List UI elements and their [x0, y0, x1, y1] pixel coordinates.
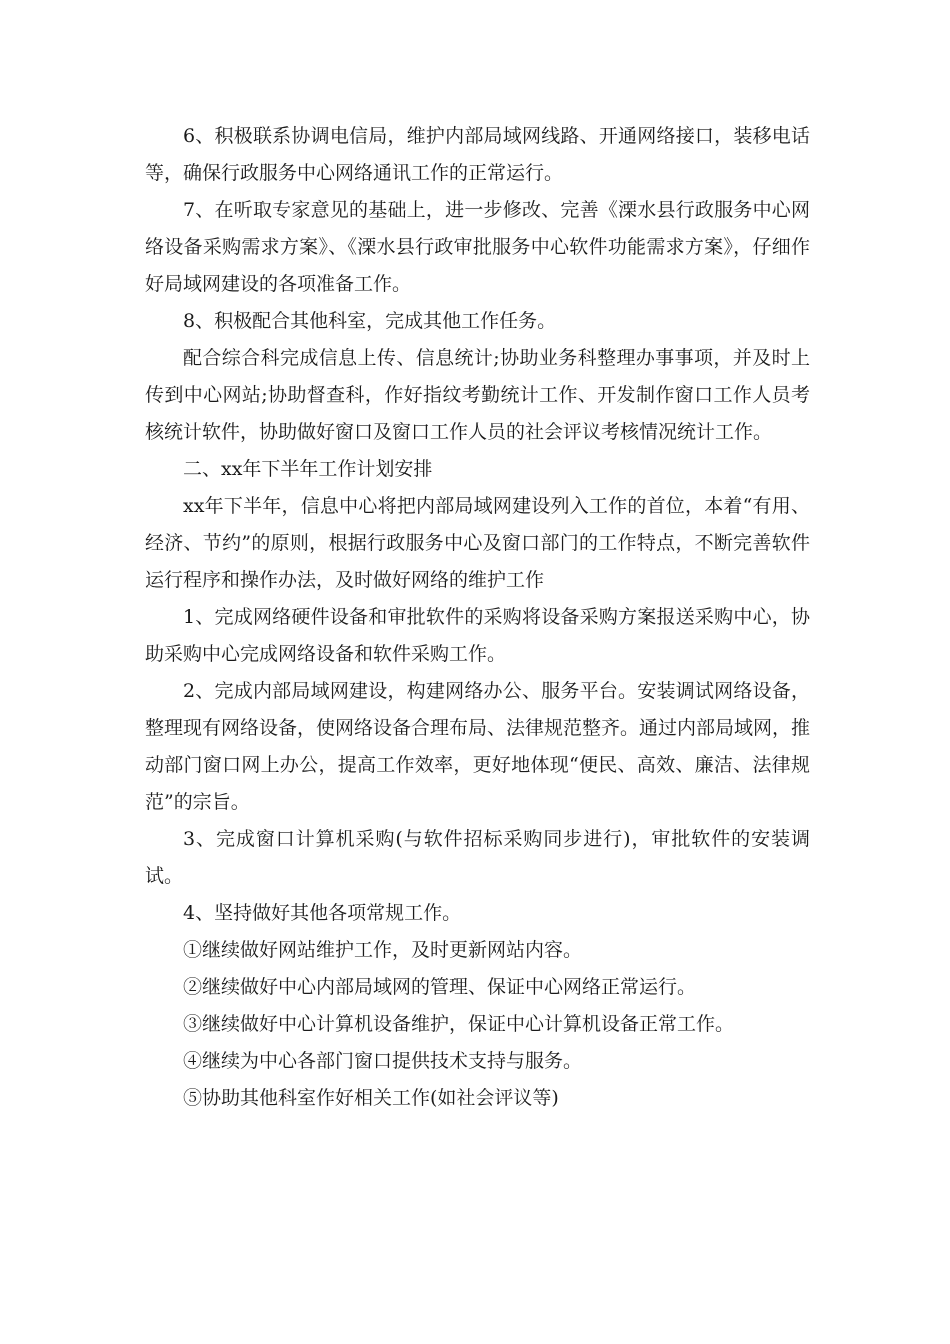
paragraph-plan-item-3: 3、完成窗口计算机采购(与软件招标采购同步进行)，审批软件的安装调试。 — [145, 828, 810, 887]
paragraph-plan-intro: xx年下半年，信息中心将把内部局域网建设列入工作的首位，本着“有用、经济、节约”的原则，根据行政服务中心及窗口部门的工作特点，不断完善软件运行程序和操作办法，及时做好网络的维护工作 — [145, 495, 810, 591]
sub-item-3: ③继续做好中心计算机设备维护，保证中心计算机设备正常工作。 — [183, 1013, 735, 1035]
paragraph-plan-item-2: 2、完成内部局域网建设，构建网络办公、服务平台。安装调试网络设备，整理现有网络设备，使网络设备合理布局、法律规范整齐。通过内部局域网，推动部门窗口网上办公，提高工作效率，更好地体现“便民、高效、廉洁、法律规范”的宗旨。 — [145, 680, 811, 813]
paragraph-cooperation: 配合综合科完成信息上传、信息统计;协助业务科整理办事事项，并及时上传到中心网站;协助督查科，作好指纹考勤统计工作、开发制作窗口工作人员考核统计软件，协助做好窗口及窗口工作人员的社会评议考核情况统计工作。 — [145, 347, 810, 443]
section-heading-second-half-plan: 二、xx年下半年工作计划安排 — [183, 458, 433, 480]
paragraph-plan-item-1: 1、完成网络硬件设备和审批软件的采购将设备采购方案报送采购中心，协助采购中心完成网络设备和软件采购工作。 — [145, 606, 810, 665]
paragraph-item-6: 6、积极联系协调电信局，维护内部局域网线路、开通网络接口，装移电话等，确保行政服务中心网络通讯工作的正常运行。 — [145, 125, 810, 184]
sub-item-1: ①继续做好网站维护工作，及时更新网站内容。 — [183, 939, 583, 961]
paragraph-item-8: 8、积极配合其他科室，完成其他工作任务。 — [183, 310, 557, 332]
sub-item-2: ②继续做好中心内部局域网的管理、保证中心网络正常运行。 — [183, 976, 697, 998]
paragraph-item-7: 7、在听取专家意见的基础上，进一步修改、完善《溧水县行政服务中心网络设备采购需求方案》、《溧水县行政审批服务中心软件功能需求方案》，仔细作好局域网建设的各项准备工作。 — [145, 199, 810, 295]
sub-item-5: ⑤协助其他科室作好相关工作(如社会评议等) — [183, 1087, 559, 1109]
document-body — [145, 118, 810, 1117]
sub-item-4: ④继续为中心各部门窗口提供技术支持与服务。 — [183, 1050, 583, 1072]
paragraph-plan-item-4: 4、坚持做好其他各项常规工作。 — [183, 902, 462, 924]
